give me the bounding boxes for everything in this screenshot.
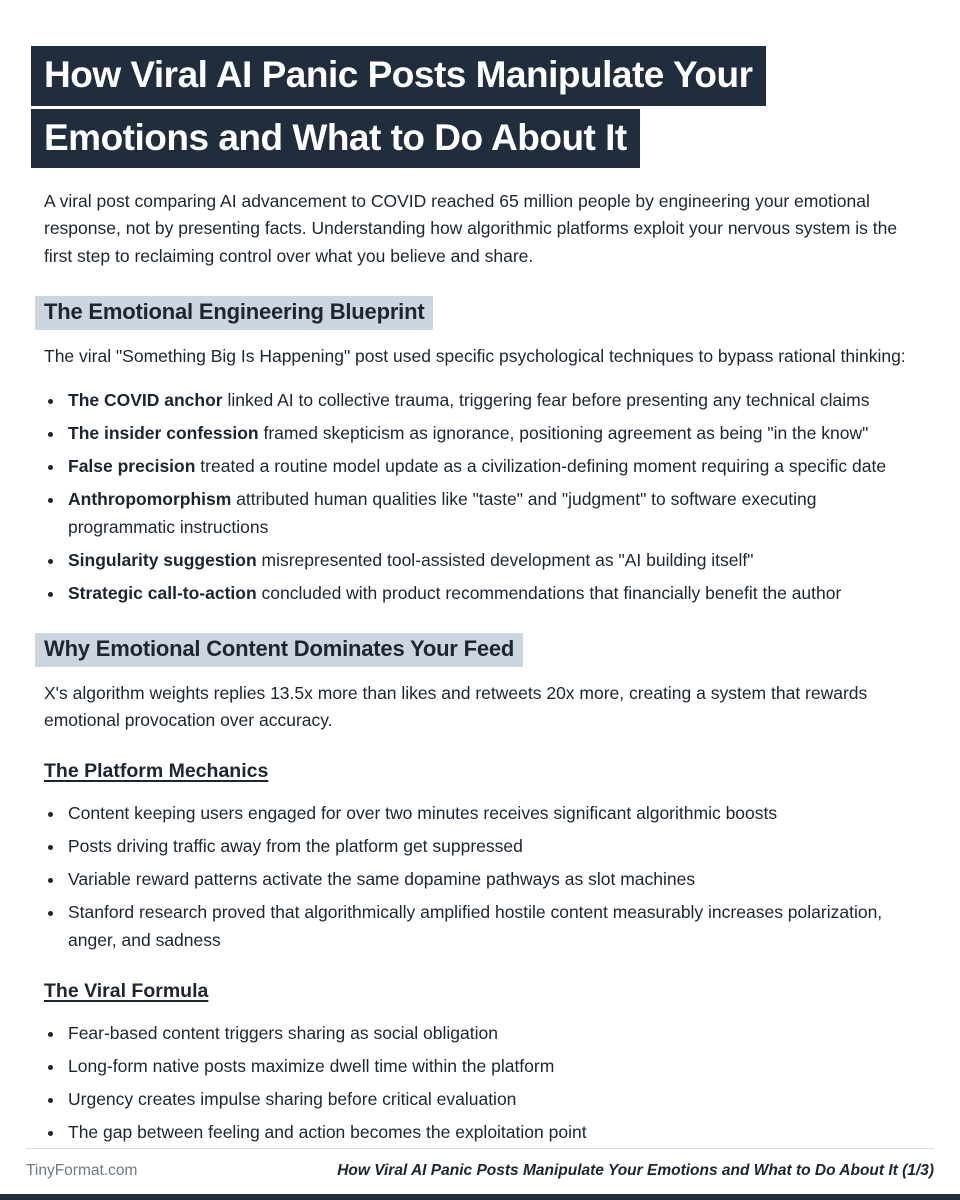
platform-bullet-list	[44, 799, 916, 954]
list-item: • Long-form native posts maximize dwell time within the platform	[65, 1052, 916, 1080]
subheading-viral-formula: The Viral Formula	[44, 980, 209, 1003]
footer-page-label: How Viral AI Panic Posts Manipulate Your Emotions and What to Do About It (1/3)	[337, 1162, 934, 1179]
list-item-text: linked AI to collective trauma, triggering fear before presenting any technical claims	[222, 389, 870, 410]
page-title	[44, 46, 916, 168]
page-footer	[0, 1148, 960, 1200]
formula-bullet-list	[44, 1019, 916, 1146]
page-title-line1: How Viral AI Panic Posts Manipulate Your	[31, 46, 766, 106]
list-item: • Stanford research proved that algorithmically amplified hostile content measurably increases polarization, anger, and sadness	[65, 898, 916, 954]
list-item-term: Singularity suggestion	[68, 549, 257, 570]
section-heading-highlight: The Emotional Engineering Blueprint	[35, 296, 433, 330]
blueprint-bullet-list	[44, 386, 916, 607]
list-item-term: The insider confession	[68, 422, 259, 443]
intro-paragraph: A viral post comparing AI advancement to COVID reached 65 million people by engineering your emotional response, not by presenting facts. Understanding how algorithmic platforms exploit your nervous system is the first step to reclaiming control over what you believe and share.	[44, 191, 898, 266]
list-item-term: False precision	[68, 455, 196, 476]
list-item	[65, 485, 916, 541]
list-item: • Fear-based content triggers sharing as social obligation	[65, 1019, 916, 1047]
list-item: • Urgency creates impulse sharing before critical evaluation	[65, 1085, 916, 1113]
section-heading-feed	[44, 633, 916, 667]
footer-row	[0, 1149, 960, 1194]
section-heading-blueprint	[44, 296, 916, 330]
list-item	[65, 386, 916, 414]
footer-site-link[interactable]: TinyFormat.com	[26, 1162, 138, 1179]
blueprint-lead-paragraph: The viral "Something Big Is Happening" post used specific psychological techniques to bypass rational thinking:	[44, 345, 906, 366]
list-item	[65, 579, 916, 607]
section-heading-highlight: Why Emotional Content Dominates Your Feed	[35, 633, 523, 667]
subheading-platform-mechanics: The Platform Mechanics	[44, 760, 269, 783]
page-title-line2: Emotions and What to Do About It	[31, 109, 640, 169]
list-item	[65, 546, 916, 574]
list-item-term: Anthropomorphism	[68, 488, 232, 509]
list-item-text: attributed human qualities like "taste" and "judgment" to software executing programmatic instructions	[68, 488, 817, 537]
list-item-text: misrepresented tool-assisted development as "AI building itself"	[256, 549, 754, 570]
list-item	[65, 452, 916, 480]
list-item: • Posts driving traffic away from the platform get suppressed	[65, 832, 916, 860]
list-item: • The gap between feeling and action becomes the exploitation point	[65, 1118, 916, 1146]
list-item: • Content keeping users engaged for over two minutes receives significant algorithmic boosts	[65, 799, 916, 827]
feed-lead-paragraph: X's algorithm weights replies 13.5x more than likes and retweets 20x more, creating a system that rewards emotional provocation over accuracy.	[44, 682, 868, 730]
list-item-term: Strategic call-to-action	[68, 582, 257, 603]
list-item: • Variable reward patterns activate the same dopamine pathways as slot machines	[65, 865, 916, 893]
list-item-text: concluded with product recommendations that financially benefit the author	[256, 582, 842, 603]
list-item-text: framed skepticism as ignorance, positioning agreement as being "in the know"	[258, 422, 869, 443]
list-item-text: treated a routine model update as a civilization-defining moment requiring a specific date	[195, 455, 887, 476]
list-item-term: The COVID anchor	[68, 389, 223, 410]
list-item	[65, 419, 916, 447]
bottom-border-bar	[0, 1194, 960, 1200]
